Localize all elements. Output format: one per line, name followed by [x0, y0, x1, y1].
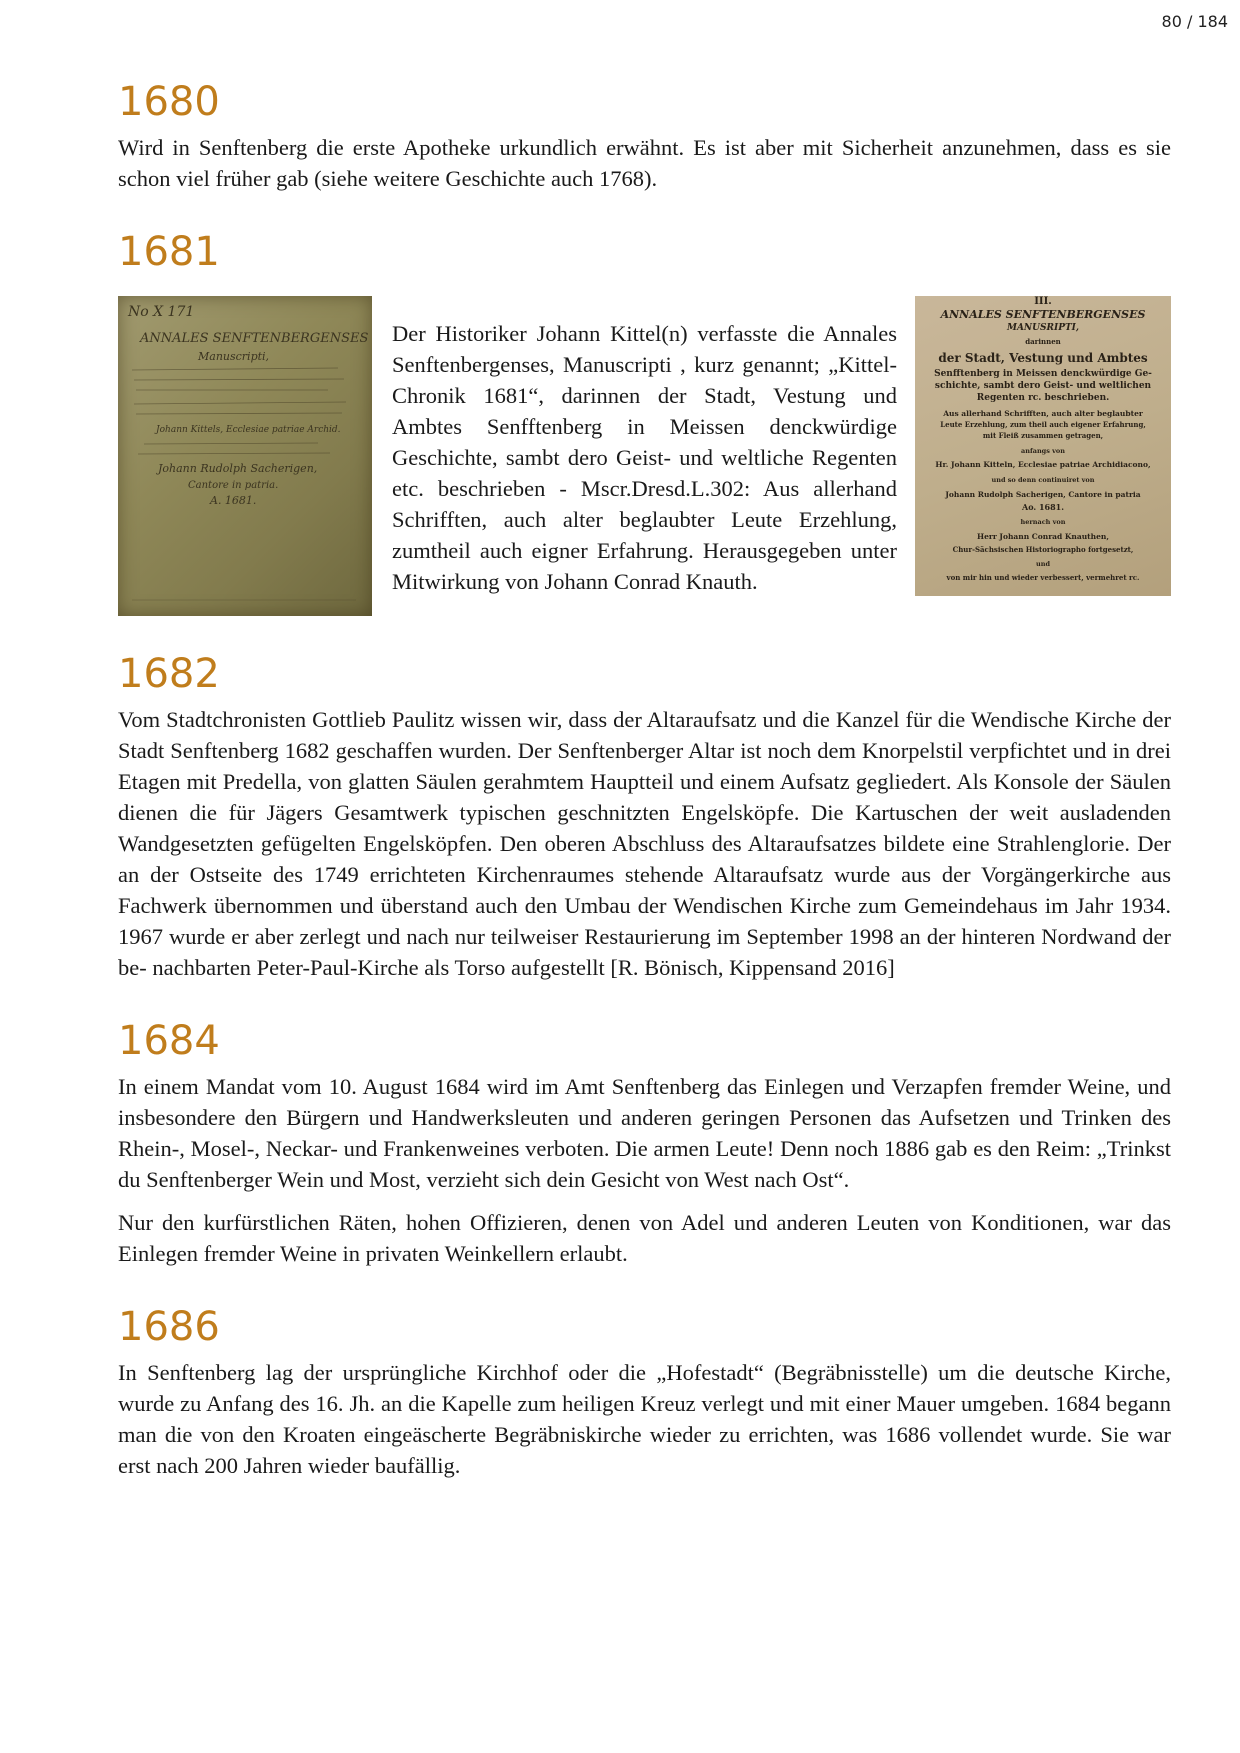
- print-line: der Stadt, Vestung und Ambtes: [938, 351, 1148, 365]
- print-line: und so denn continuiret von: [991, 476, 1095, 484]
- print-line: Ao. 1681.: [1021, 502, 1065, 512]
- print-line: III.: [1034, 296, 1052, 307]
- section-1684: [118, 1011, 1171, 1269]
- section-1681-text: [392, 318, 897, 597]
- print-line: anfangs von: [1021, 447, 1065, 455]
- print-line: Chur-Sächsischen Historiographo fortgesetzt,: [952, 545, 1134, 554]
- year-heading: 1682: [118, 651, 220, 697]
- year-heading: 1686: [118, 1304, 220, 1350]
- section-paragraph: In einem Mandat vom 10. August 1684 wird im Amt Senftenberg das Einlegen und Verzapfen fremder Weine, und insbesondere den Bürgern und Handwerksleuten und anderen geringen Personen das Aufsetzen und Trinken des Rhein-, Mosel-, Neckar- und Frankenweines verboten. Die armen Leute! Denn noch 1886 gab es den Reim: „Trinkst du Senftenberger Wein und Most, verzieht sich dein Gesicht von West nach Ost“.: [118, 1074, 1171, 1192]
- section-paragraph: Wird in Senftenberg die erste Apotheke urkundlich erwähnt. Es ist aber mit Sicherheit anzunehmen, dass es sie schon viel früher gab (siehe weitere Geschichte auch 1768).: [118, 135, 1171, 191]
- print-line: Aus allerhand Schrifften, auch alter beglaubter: [943, 409, 1143, 418]
- manuscript-line: Manuscripti,: [198, 350, 270, 363]
- print-line: Johann Rudolph Sacherigen, Cantore in patria: [945, 490, 1141, 499]
- manuscript-line: Johann Rudolph Sacherigen,: [158, 462, 318, 475]
- print-line: Hr. Johann Kitteln, Ecclesiae patriae Archidiacono,: [935, 460, 1151, 469]
- print-line: MANUSRIPTI,: [1006, 323, 1080, 333]
- manuscript-line: ANNALES SENFTENBERGENSES: [140, 331, 369, 346]
- print-line: schichte, sambt dero Geist- und weltlichen: [934, 381, 1152, 391]
- manuscript-line: A. 1681.: [210, 494, 257, 507]
- year-heading: 1684: [118, 1018, 220, 1064]
- print-line: mit Fleiß zusammen getragen,: [982, 431, 1104, 440]
- manuscript-image: [118, 296, 372, 616]
- print-line: Herr Johann Conrad Knauthen,: [977, 532, 1109, 541]
- print-line: Regenten rc. beschrieben.: [976, 393, 1110, 403]
- year-heading: 1681: [118, 229, 220, 275]
- section-1682: [118, 644, 1171, 983]
- section-paragraph: Der Historiker Johann Kittel(n) verfasste die Annales Senftenbergenses, Manuscripti , kurz genannt; „Kittel-Chronik 1681“, darinnen der Stadt, Vestung und Ambtes Senfftenberg in Meissen denckwürdige Geschichte, sambt dero Geist- und weltliche Regenten etc. beschrieben - Mscr.Dresd.L.302: Aus allerhand Schrifften, auch alter beglaubter Leute Erzehlung, zumtheil auch eigner Erfahrung. Herausgegeben unter Mitwirkung von Johann Conrad Knauth.: [392, 321, 897, 594]
- section-1681-row: [118, 296, 1171, 616]
- print-line: von mir hin und wieder verbessert, vermehret rc.: [946, 573, 1140, 582]
- section-1681: [118, 222, 1171, 616]
- printed-page-image: [915, 296, 1171, 596]
- print-line: Senfftenberg in Meissen denckwürdige Ge-: [934, 369, 1152, 379]
- section-paragraph: Vom Stadtchronisten Gottlieb Paulitz wissen wir, dass der Altaraufsatz und die Kanzel für die Wendische Kirche der Stadt Senftenberg 1682 geschaffen wurden. Der Senftenberger Altar ist noch dem Knorpelstil verpfichtet und in drei Etagen mit Predella, von glatten Säulen gerahmtem Hauptteil und einem Aufsatz gegliedert. Als Konsole der Säulen dienen die für Jägers Gesamtwerk typischen geschnitzten Engelsköpfe. Die Kartuschen der weit ausladenden Wandgesetzten gefügelten Engelsköpfen. Den oberen Abschluss des Altaraufsatzes bildete eine Strahlenglorie. Der an der Ostseite des 1749 errichteten Kirchenraumes stehende Altaraufsatz wurde aus der Vorgängerkirche aus Fachwerk übernommen und überstand auch den Umbau der Wendischen Kirche zum Gemeindehaus im Jahr 1934. 1967 wurde er aber zerlegt und nach nur teilweiser Restaurierung im September 1998 an der hinteren Nordwand der be- nachbarten Peter-Paul-Kirche als Torso aufgestellt [R. Bönisch, Kippensand 2016]: [118, 707, 1171, 980]
- manuscript-line: Cantore in patria.: [188, 480, 279, 491]
- print-line: Leute Erzehlung, zum theil auch eigener Erfahrung,: [940, 420, 1146, 429]
- print-line: ANNALES SENFTENBERGENSES: [940, 308, 1146, 321]
- print-line: und: [1036, 560, 1050, 568]
- page-number: 80 / 184: [1161, 12, 1228, 31]
- manuscript-line: No X 171: [128, 304, 195, 320]
- manuscript-line: Johann Kittels, Ecclesiae patriae Archid.: [156, 425, 341, 435]
- section-paragraph: In Senftenberg lag der ursprüngliche Kirchhof oder die „Hofestadt“ (Begräbnisstelle) um die deutsche Kirche, wurde zu Anfang des 16. Jh. an die Kapelle zum heiligen Kreuz verlegt und mit einer Mauer umgeben. 1684 begann man die von den Kroaten eingeäscherte Begräbniskirche wieder zu errichten, was 1686 vollendet wurde. Sie war erst nach 200 Jahren wieder baufällig.: [118, 1360, 1171, 1478]
- print-line: hernach von: [1020, 518, 1066, 526]
- section-1686: [118, 1297, 1171, 1481]
- print-line: darinnen: [1025, 337, 1061, 346]
- section-paragraph: Nur den kurfürstlichen Räten, hohen Offizieren, denen von Adel und anderen Leuten von Konditionen, war das Einlegen fremder Weine in privaten Weinkellern erlaubt.: [118, 1210, 1171, 1266]
- page-content: [118, 72, 1171, 1509]
- year-heading: 1680: [118, 79, 220, 125]
- section-1680: [118, 72, 1171, 194]
